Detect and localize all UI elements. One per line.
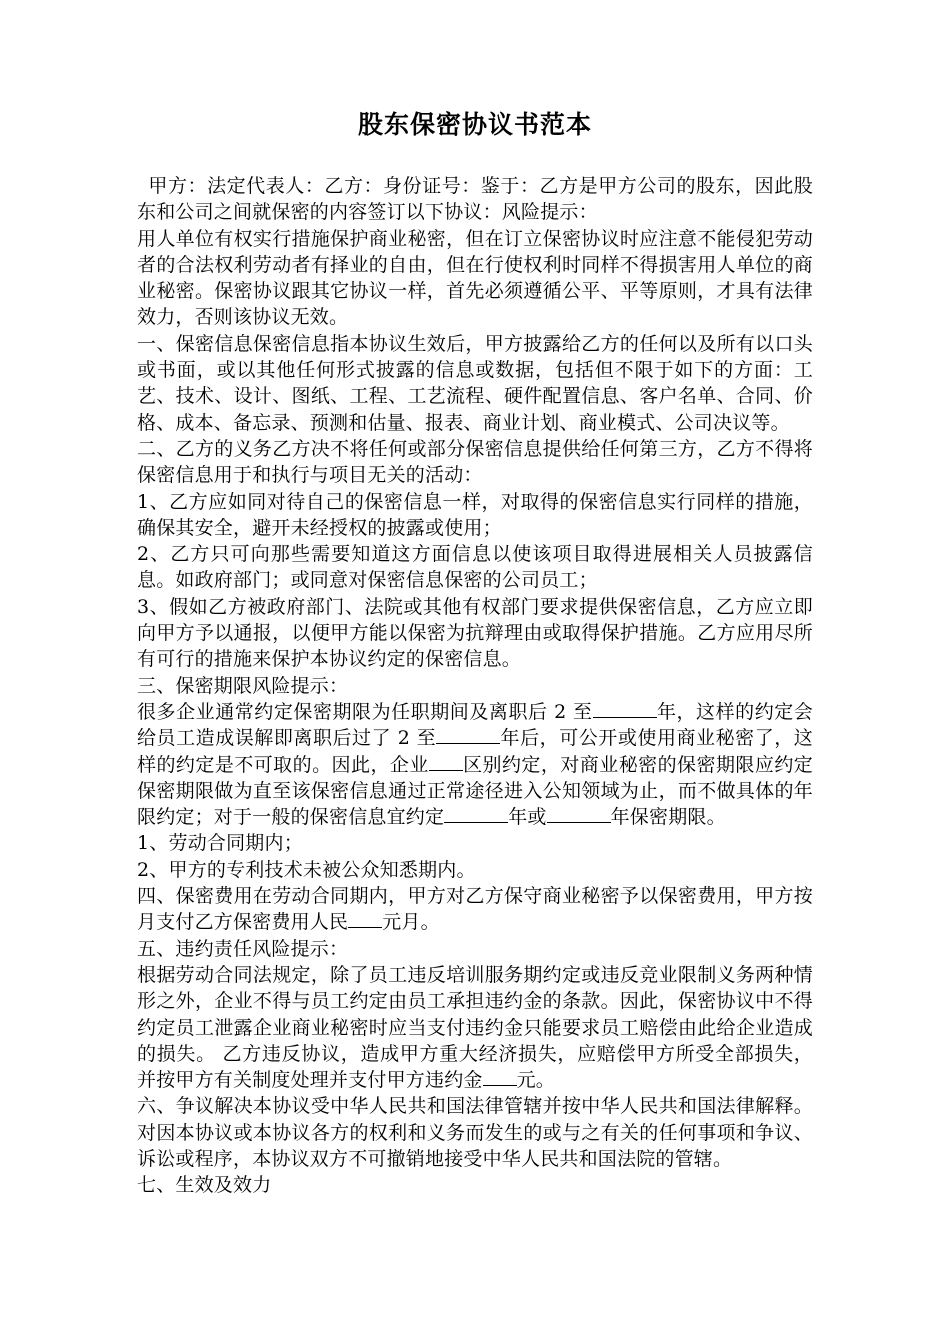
term-text-5: 年或 [508, 806, 547, 829]
blank-line [436, 725, 500, 744]
term-text-6: 年保密期限。 [610, 806, 726, 829]
paragraph-item-2-1: 1、乙方应如同对待自己的保密信息一样，对取得的保密信息实行同样的措施，确保其安全，避开未经授权的披露或使用； [137, 490, 813, 539]
paragraph-item-2-2: 2、乙方只可向那些需要知道这方面信息以使该项目取得进展相关人员披露信息。如政府部门；或同意对保密信息保密的公司员工； [137, 543, 813, 592]
paragraph-risk-note: 用人单位有权实行措施保护商业秘密，但在订立保密协议时应注意不能侵犯劳动者的合法权利劳动者有择业的自由，但在行使权利时同样不得损害用人单位的商业秘密。保密协议跟其它协议一样，首先必须遵循公平、平等原则，才具有法律效力，否则该协议无效。 [137, 227, 813, 329]
paragraph-item-2-3: 3、假如乙方被政府部门、法院或其他有权部门要求提供保密信息，乙方应立即向甲方予以通报，以便甲方能以保密为抗辩理由或取得保护措施。乙方应用尽所有可行的措施来保护本协议约定的保密信息。 [137, 595, 813, 671]
term-text-4: 区别约定，对商业秘密的保密期限应约定保密期限做为直至该保密信息通过正常途径进入公知领域为止，而不做具体的年限约定；对于一般的保密信息宜约定 [137, 753, 813, 829]
blank-line [483, 1067, 517, 1086]
paragraph-section-7: 七、生效及效力 [137, 1174, 272, 1197]
breach-text-2: 元。 [516, 1069, 556, 1092]
paragraph-parties: 甲方：法定代表人：乙方：身份证号：鉴于：乙方是甲方公司的股东，因此股东和公司之间就保密的内容签订以下协议：风险提示： [137, 175, 813, 224]
document-body [137, 173, 813, 1199]
blank-line [348, 909, 382, 928]
paragraph-section-3: 三、保密期限风险提示： [137, 674, 349, 697]
fee-text-2: 元月。 [382, 911, 440, 934]
paragraph-term-item-2: 2、甲方的专利技术未被公众知悉期内。 [137, 858, 476, 881]
paragraph-term [137, 699, 813, 830]
document-title: 股东保密协议书范本 [357, 110, 592, 139]
paragraph-section-1: 一、保密信息保密信息指本协议生效后，甲方披露给乙方的任何以及所有以口头或书面，或以其他任何形式披露的信息或数据，包括但不限于如下的方面：工艺、技术、设计、图纸、工程、工艺流程、硬件配置信息、客户名单、合同、价格、成本、备忘录、预测和估量、报表、商业计划、商业模式、公司决议等。 [137, 332, 813, 434]
blank-line [593, 699, 657, 718]
paragraph-breach [137, 962, 813, 1093]
blank-line [547, 804, 611, 823]
paragraph-section-5: 五、违约责任风险提示： [137, 937, 349, 960]
term-text-1: 很多企业通常约定保密期限为任职期间及离职后 2 至 [137, 700, 593, 723]
fee-text-1: 四、保密费用在劳动合同期内，甲方对乙方保守商业秘密予以保密费用，甲方按月支付乙方保密费用人民 [137, 885, 813, 934]
paragraph-section-6: 六、争议解决本协议受中华人民共和国法律管辖并按中华人民共和国法律解释。对因本协议或本协议各方的权利和义务而发生的或与之有关的任何事项和争议、诉讼或程序，本协议双方不可撤销地接受中华人民共和国法院的管辖。 [137, 1095, 813, 1170]
term-text-2: 年，这样的约定会给员工造成误解即离职后过了 2 至 [137, 700, 813, 750]
paragraph-section-4 [137, 883, 813, 936]
paragraph-section-2: 二、乙方的义务乙方决不将任何或部分保密信息提供给任何第三方，乙方不得将保密信息用于和执行与项目无关的活动： [137, 437, 813, 487]
paragraph-term-item-1: 1、劳动合同期内； [137, 832, 303, 855]
blank-line [444, 804, 508, 823]
term-text-3: 年后，可公开或使用商业秘密了，这样的约定是不可取的。因此，企业 [137, 727, 813, 776]
document-page [137, 105, 813, 1199]
breach-text-1: 根据劳动合同法规定，除了员工违反培训服务期约定或违反竞业限制义务两种情形之外，企业不得与员工约定由员工承担违约金的条款。因此，保密协议中不得约定员工泄露企业商业秘密时应当支付违约金只能要求员工赔偿由此给企业造成的损失。 乙方违反协议，造成甲方重大经济损失，应赔偿甲方所受全部损失，并按甲方有关制度处理并支付甲方违约金 [137, 963, 813, 1092]
blank-line [429, 752, 463, 771]
